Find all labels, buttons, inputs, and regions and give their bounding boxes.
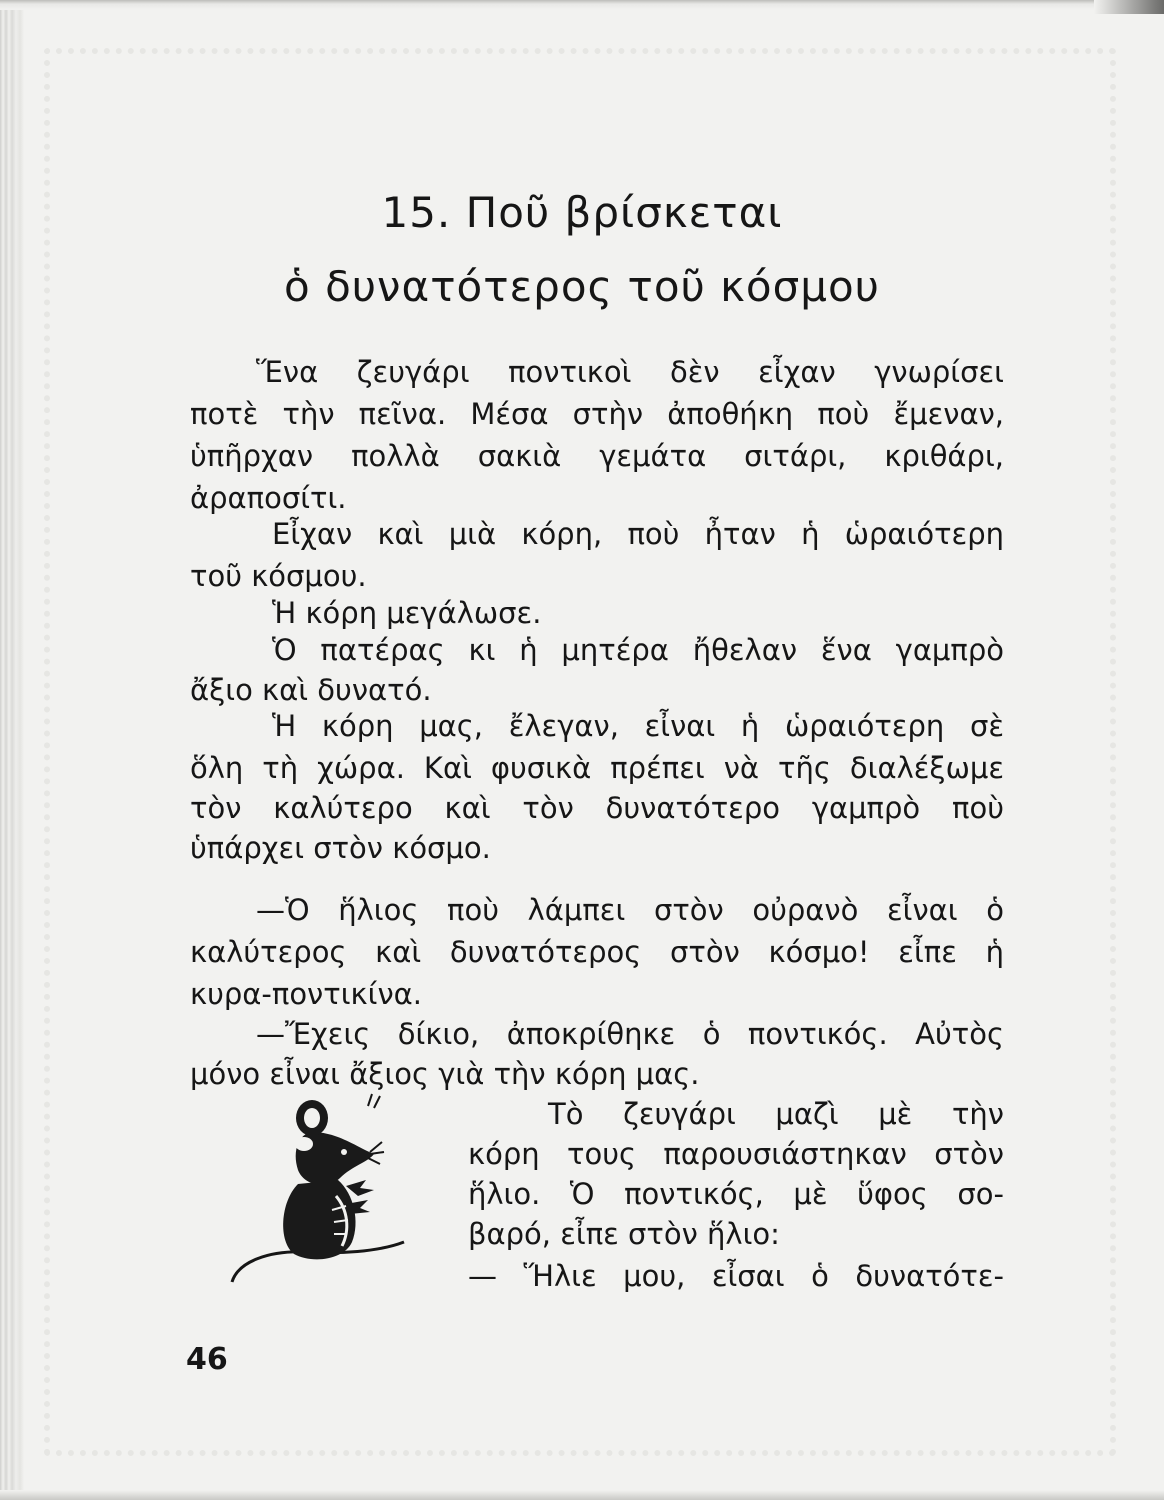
text-line: Ὁ πατέρας κι ἡ μητέρα ἤθελαν ἕνα γαμπρὸ [272,633,1004,667]
text-line: ὅλη τὴ χώρα. Καὶ φυσικὰ πρέπει νὰ τῆς διαλέξωμε [190,751,1004,785]
dialogue-line: — Ἥλιε μου, εἶσαι ὁ δυνατότε- [468,1259,1004,1293]
dialogue-line: μόνο εἶναι ἄξιος γιὰ τὴν κόρη μας. [190,1057,700,1091]
chapter-title-line-1: 15. Ποῦ βρίσκεται [381,188,783,237]
dialogue-line: —Ὁ ἥλιος ποὺ λάμπει στὸν οὐρανὸ εἶναι ὁ [256,893,1004,927]
text-line: ποτὲ τὴν πεῖνα. Μέσα στὴν ἀποθήκη ποὺ ἔμεναν, [190,397,1004,431]
text-line: Εἶχαν καὶ μιὰ κόρη, ποὺ ἦταν ἡ ὡραιότερη [272,517,1004,551]
page-corner-shadow [1094,0,1164,14]
page-bottom-edge [0,1490,1164,1500]
text-line: Τὸ ζευγάρι μαζὶ μὲ τὴν [548,1097,1004,1131]
chapter-title-line-2: ὁ δυνατότερος τοῦ κόσμου [284,262,880,311]
text-line: ὑπάρχει στὸν κόσμο. [190,831,491,865]
text-line: ἀραποσίτι. [190,481,347,515]
text-line: Ἡ κόρη μας, ἔλεγαν, εἶναι ἡ ὡραιότερη σὲ [272,709,1004,743]
text-line: κόρη τους παρουσιάστηκαν στὸν [468,1137,1004,1171]
text-line: Ἕνα ζευγάρι ποντικοὶ δὲν εἶχαν γνωρίσει [256,355,1004,389]
text-line: ἄξιο καὶ δυνατό. [190,673,432,707]
dialogue-line: καλύτερος καὶ δυνατότερος στὸν κόσμο! εἶπε ἡ [190,935,1004,969]
text-line: ὑπῆρχαν πολλὰ σακιὰ γεμάτα σιτάρι, κριθάρι, [190,439,1004,473]
dialogue-line: κυρα-ποντικίνα. [190,977,422,1011]
text-line: ἥλιο. Ὁ ποντικός, μὲ ὕφος σο- [468,1177,1004,1211]
text-line: τὸν καλύτερο καὶ τὸν δυνατότερο γαμπρὸ ποὺ [190,791,1004,825]
dialogue-line: —Ἔχεις δίκιο, ἀποκρίθηκε ὁ ποντικός. Αὐτὸς [256,1017,1004,1051]
text-line: τοῦ κόσμου. [190,559,367,593]
text-line: βαρό, εἶπε στὸν ἥλιο: [468,1217,780,1251]
page-top-edge [0,0,1164,10]
page-number: 46 [186,1342,228,1377]
text-line: Ἡ κόρη μεγάλωσε. [272,596,542,630]
mouse-illustration [228,1092,408,1288]
